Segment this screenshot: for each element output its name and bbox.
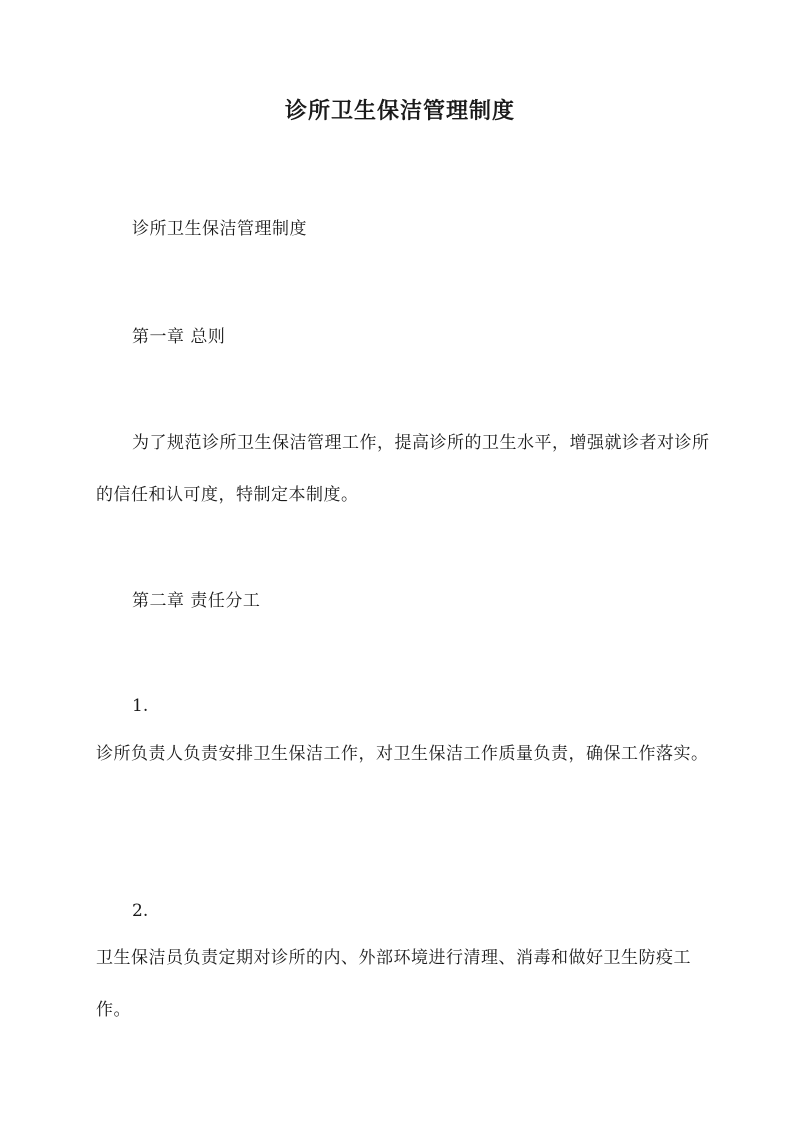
- item-2-text: 卫生保洁员负责定期对诊所的内、外部环境进行清理、消毒和做好卫生防疫工作。: [96, 948, 691, 1020]
- chapter-1-heading: 第一章 总则: [132, 327, 226, 347]
- item-1-number: 1.: [132, 696, 149, 716]
- document-title: 诊所卫生保洁管理制度: [284, 98, 515, 124]
- document-subtitle: 诊所卫生保洁管理制度: [132, 219, 307, 239]
- chapter-1-paragraph: 为了规范诊所卫生保洁管理工作，提高诊所的卫生水平，增强就诊者对诊所的信任和认可度，特制定本制度。: [96, 433, 710, 505]
- item-1-text: 诊所负责人负责安排卫生保洁工作，对卫生保洁工作质量负责，确保工作落实。: [96, 744, 709, 764]
- item-2-number: 2.: [132, 901, 149, 921]
- chapter-2-heading: 第二章 责任分工: [132, 591, 261, 611]
